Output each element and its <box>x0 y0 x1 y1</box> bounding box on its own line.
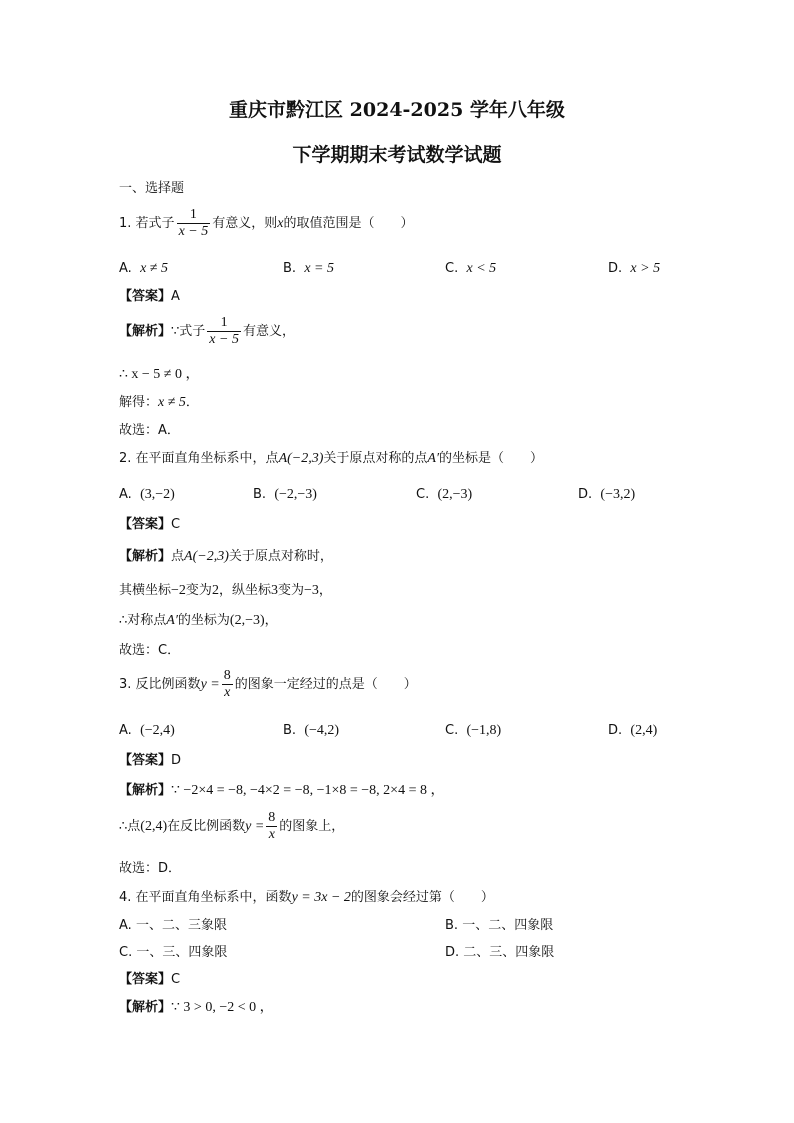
q2-analysis-line-2: 其横坐标−2变为2，纵坐标3变为−3， <box>119 583 332 598</box>
question-1-stem <box>119 207 413 240</box>
q1-analysis-line-2: ∴ x − 5 ≠ 0 ， <box>119 367 200 382</box>
q2-analysis-line-3: ∴对称点A′的坐标为(2,−3)， <box>119 613 278 628</box>
title-line-2: 下学期期末考试数学试题 <box>292 144 502 166</box>
title-line-1: 重庆市黔江区 2024-2025 学年八年级 <box>229 99 565 121</box>
q4-option-b: B. 一、二、四象限 <box>445 918 554 933</box>
q1-option-d: D. x > 5 <box>608 261 661 276</box>
fraction: $\frac{1}{x - 5}$ <box>178 207 209 239</box>
q4-answer: 【答案】C <box>119 972 181 987</box>
question-2-stem: 2. 在平面直角坐标系中，点A(−2,3)关于原点对称的点A′的坐标是（ ） <box>119 451 544 466</box>
q4-analysis: 【解析】∵ 3 > 0, −2 < 0 ， <box>119 1000 274 1015</box>
q3-analysis: 【解析】∵ −2×4 = −8, −4×2 = −8, −1×8 = −8, 2×4 = 8 ， <box>119 783 445 798</box>
q2-option-c: C. (2,−3) <box>416 487 473 502</box>
q4-option-c: C. 一、三、四象限 <box>119 945 228 960</box>
stem-text: 若式子 <box>135 216 175 231</box>
q1-analysis-line-4: 故选：A． <box>119 423 180 438</box>
q3-analysis-line-3: 故选：D． <box>119 861 182 876</box>
q2-answer: 【答案】C <box>119 517 181 532</box>
q4-option-d: D. 二、三、四象限 <box>445 945 555 960</box>
q2-option-b: B. (−2,−3) <box>253 487 317 502</box>
q1-option-c: C. x < 5 <box>445 261 497 276</box>
stem-text: 有意义，则 <box>212 216 278 231</box>
fraction: $\frac{8}{x}$ <box>268 810 276 842</box>
fraction: $\frac{8}{x}$ <box>223 668 231 700</box>
question-3-stem: 3. 反比例函数y = $\frac{8}{x}$ 的图象一定经过的点是（ ） <box>119 668 417 700</box>
q3-option-a: A. (−2,4) <box>119 723 175 738</box>
question-4-stem: 4. 在平面直角坐标系中，函数y = 3x − 2的图象会经过第（ ） <box>119 890 494 905</box>
q3-analysis-line-2: ∴点(2,4)在反比例函数y = $\frac{8}{x}$ 的图象上， <box>119 810 345 842</box>
q2-option-d: D. (−3,2) <box>578 487 636 502</box>
q3-option-c: C. (−1,8) <box>445 723 502 738</box>
section-heading: 一、选择题 <box>119 181 185 196</box>
q3-option-b: B. (−4,2) <box>283 723 340 738</box>
question-number: 1. <box>119 216 132 231</box>
math-variable: x <box>277 216 284 231</box>
q1-answer: 【答案】A <box>119 289 180 304</box>
q1-analysis-line-3: 解得：x ≠ 5． <box>119 395 199 410</box>
q1-option-b: B. x = 5 <box>283 261 334 276</box>
q4-option-a: A. 一、二、三象限 <box>119 918 227 933</box>
fraction: $\frac{1}{x - 5}$ <box>209 315 239 347</box>
q1-analysis: 【解析】∵式子 $\frac{1}{x - 5}$ 有意义， <box>119 315 295 347</box>
q2-option-a: A. (3,−2) <box>119 487 175 502</box>
q3-option-d: D. (2,4) <box>608 723 658 738</box>
q3-answer: 【答案】D <box>119 753 182 768</box>
q2-analysis: 【解析】点A(−2,3)关于原点对称时， <box>119 549 333 564</box>
q1-option-a: A. x ≠ 5 <box>119 261 168 276</box>
q2-analysis-line-4: 故选：C． <box>119 643 181 658</box>
stem-text: 的取值范围是（ ） <box>283 216 414 231</box>
